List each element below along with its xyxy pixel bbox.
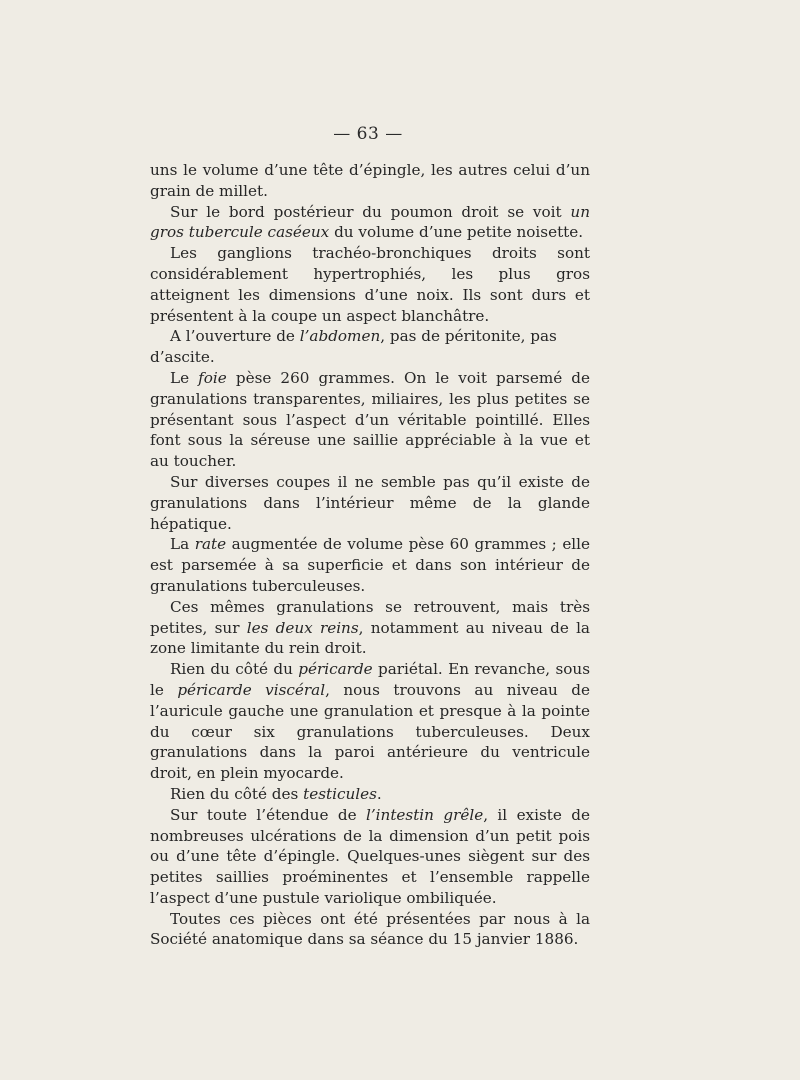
text-run: , notamment au niveau de la zone limitante du rein droit.: [150, 618, 590, 658]
text-run: pèse 260 grammes. On le voit parsemé de granulations transparentes, miliaires, les plus petites se présentant sous l’aspect d’un véritable pointillé. Elles font sous la séreuse une saillie appréciable à la vue et au toucher.: [150, 368, 590, 471]
text-run: Rien du côté des: [170, 784, 304, 803]
paragraph-p7: [150, 534, 590, 596]
text-run: Ces mêmes granulations se retrouvent, mais très petites, sur: [150, 597, 590, 637]
text-run: du volume d’une petite noisette.: [329, 223, 584, 242]
text-run: augmentée de volume pèse 60 grammes ; elle est parsemée à sa superficie et dans son intérieur de granulations tuberculeuses.: [150, 535, 591, 595]
page-number: — 63 —: [333, 124, 403, 144]
text-run: A l’ouverture de: [170, 327, 300, 346]
text-run: pariétal. En revanche, sous le: [150, 660, 591, 699]
text-run: La: [170, 535, 195, 554]
italic-text: testicules: [303, 784, 377, 803]
italic-text: un gros tubercule caséeux: [150, 202, 590, 242]
paragraph-p12: [150, 909, 590, 951]
text-run: , nous trouvons au niveau de l’auricule gauche une granulation et presque à la pointe du cœur six granulations tuberculeuses. Deux granulations dans la paroi antérieure du ventricule droit, en plein myocarde.: [150, 680, 590, 783]
text-run: Rien du côté du: [170, 660, 299, 679]
text-run: Le: [170, 368, 199, 387]
text-run: uns le volume d’une tête d’épingle, les autres celui d’un grain de millet.: [150, 161, 590, 200]
italic-text: les deux reins: [246, 618, 359, 637]
paragraph-p11: [150, 805, 590, 909]
paragraph-p3: [150, 243, 590, 326]
text-run: Les ganglions trachéo-bronchiques droits sont considérablement hypertrophiés, les plus gros atteignent les dimensions d’une noix. Ils sont durs et présentent à la coupe un aspect blanchâtre.: [150, 244, 590, 325]
paragraph-p1: [150, 160, 590, 202]
text-run: .: [376, 784, 382, 803]
text-run: Sur le bord postérieur du poumon droit se voit: [170, 202, 571, 221]
paragraph-p5: [150, 368, 590, 472]
paragraph-p2: [150, 202, 590, 244]
italic-text: rate: [194, 535, 227, 554]
italic-text: péricarde: [298, 660, 373, 679]
italic-text: l’abdomen: [299, 327, 381, 346]
italic-text: péricarde viscéral: [177, 680, 326, 699]
paragraph-p4: [150, 326, 590, 368]
italic-text: l’intestin grêle: [366, 805, 484, 824]
text-run: , pas de péritonite, pas d’ascite.: [150, 327, 557, 367]
paragraph-p10: [150, 784, 590, 805]
paragraph-p6: [150, 472, 590, 534]
text-run: Toutes ces pièces ont été présentées par nous à la Société anatomique dans sa séance du 15 janvier 1886.: [150, 909, 590, 949]
body-text: [150, 160, 590, 950]
italic-text: foie: [198, 368, 227, 387]
paragraph-p8: [150, 597, 590, 659]
text-run: Sur diverses coupes il ne semble pas qu’il existe de granulations dans l’intérieur même de la glande hépatique.: [150, 472, 590, 533]
paragraph-p9: [150, 659, 590, 784]
text-run: , il existe de nombreuses ulcérations de la dimension d’un petit pois ou d’une tête d’épingle. Quelques-unes siègent sur des petites saillies proéminentes et l’ensemble rappelle l’aspect d’une pustule variolique ombiliquée.: [150, 805, 590, 907]
text-run: Sur toute l’étendue de: [170, 805, 366, 824]
